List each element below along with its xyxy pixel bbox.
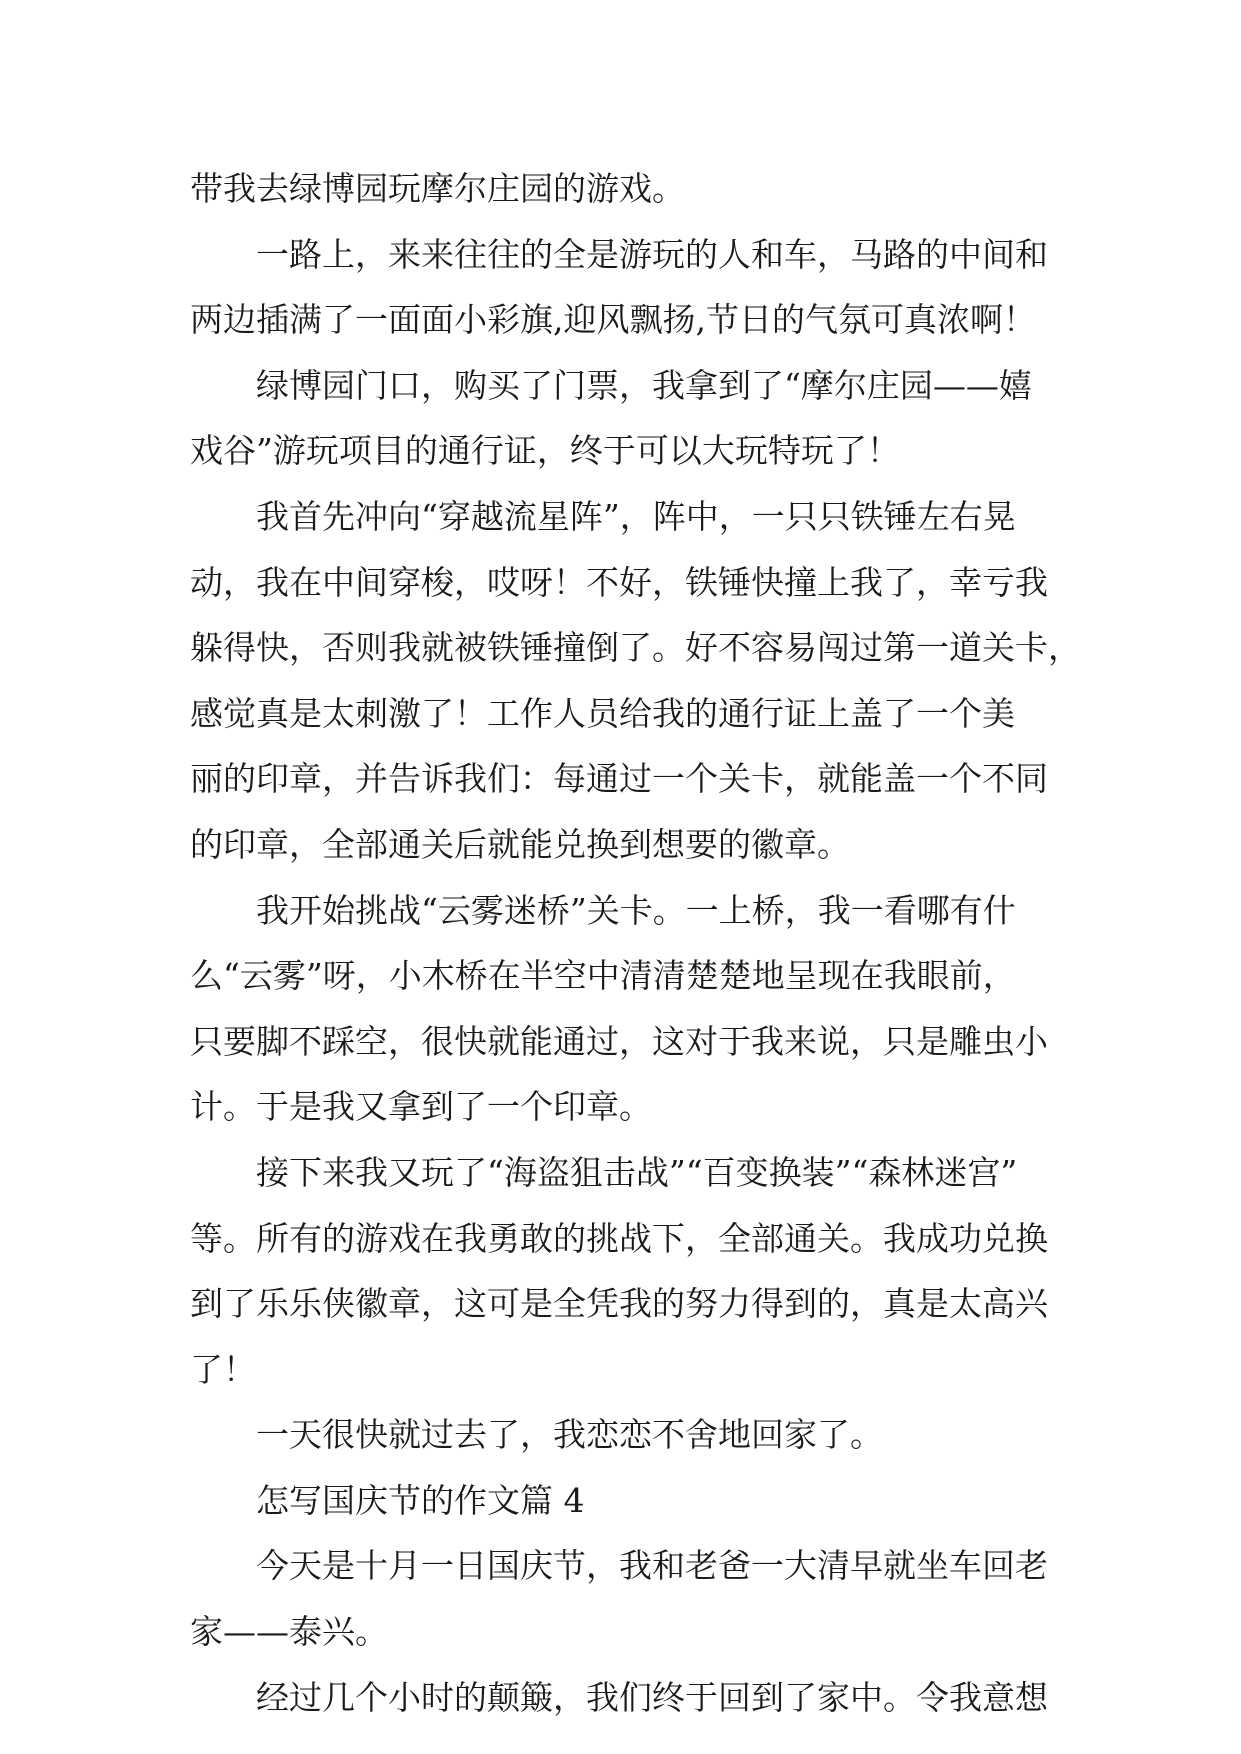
text-line: 一路上，来来往往的全是游玩的人和车，马路的中间和	[256, 234, 1048, 274]
paragraph	[190, 1533, 1060, 1664]
text-line: 怎写国庆节的作文篇 4	[256, 1480, 585, 1520]
text-line: 家——泰兴。	[190, 1612, 388, 1652]
text-line: 的印章，全部通关后就能兑换到想要的徽章。	[190, 824, 850, 864]
text-line: 一天很快就过去了，我恋恋不舍地回家了。	[256, 1415, 883, 1455]
paragraph	[190, 353, 1060, 484]
paragraph	[190, 156, 1060, 222]
text-line: 躲得快，否则我就被铁锤撞倒了。好不容易闯过第一道关卡，	[190, 628, 1081, 668]
text-line: 今天是十月一日国庆节，我和老爸一大清早就坐车回老	[256, 1546, 1048, 1586]
text-line: 动，我在中间穿梭，哎呀！不好，铁锤快撞上我了，幸亏我	[190, 562, 1048, 602]
paragraph	[190, 1140, 1060, 1402]
paragraph	[190, 222, 1060, 353]
paragraph	[190, 878, 1060, 1140]
paragraph	[190, 484, 1081, 878]
text-line: 我首先冲向“穿越流星阵”，阵中，一只只铁锤左右晃	[256, 496, 1016, 536]
text-line: 么“云雾”呀，小木桥在半空中清清楚楚地呈现在我眼前，	[190, 956, 1016, 996]
text-line: 戏谷”游玩项目的通行证，终于可以大玩特玩了！	[190, 431, 900, 471]
paragraph	[190, 1665, 1060, 1731]
paragraph	[190, 1402, 1060, 1468]
text-line: 经过几个小时的颠簸，我们终于回到了家中。令我意想	[256, 1677, 1048, 1717]
section-heading	[190, 1468, 1060, 1534]
text-line: 计。于是我又拿到了一个印章。	[190, 1087, 652, 1127]
text-line: 到了乐乐侠徽章，这可是全凭我的努力得到的，真是太高兴	[190, 1284, 1048, 1324]
text-line: 只要脚不踩空，很快就能通过，这对于我来说，只是雕虫小	[190, 1021, 1048, 1061]
text-line: 绿博园门口，购买了门票，我拿到了“摩尔庄园——嬉	[256, 365, 1032, 405]
text-line: 接下来我又玩了“海盗狙击战”“百变换装”“森林迷宫”	[256, 1152, 1018, 1192]
text-line: 等。所有的游戏在我勇敢的挑战下，全部通关。我成功兑换	[190, 1218, 1048, 1258]
text-line: 两边插满了一面面小彩旗,迎风飘扬,节日的气氛可真浓啊！	[190, 300, 1036, 340]
text-line: 了！	[190, 1349, 256, 1389]
text-line: 我开始挑战“云雾迷桥”关卡。一上桥，我一看哪有什	[256, 890, 1016, 930]
text-line: 带我去绿博园玩摩尔庄园的游戏。	[190, 169, 685, 208]
text-line: 感觉真是太刺激了！工作人员给我的通行证上盖了一个美	[190, 693, 1015, 733]
document-body	[190, 156, 1081, 1730]
text-line: 丽的印章，并告诉我们：每通过一个关卡，就能盖一个不同	[190, 759, 1048, 799]
